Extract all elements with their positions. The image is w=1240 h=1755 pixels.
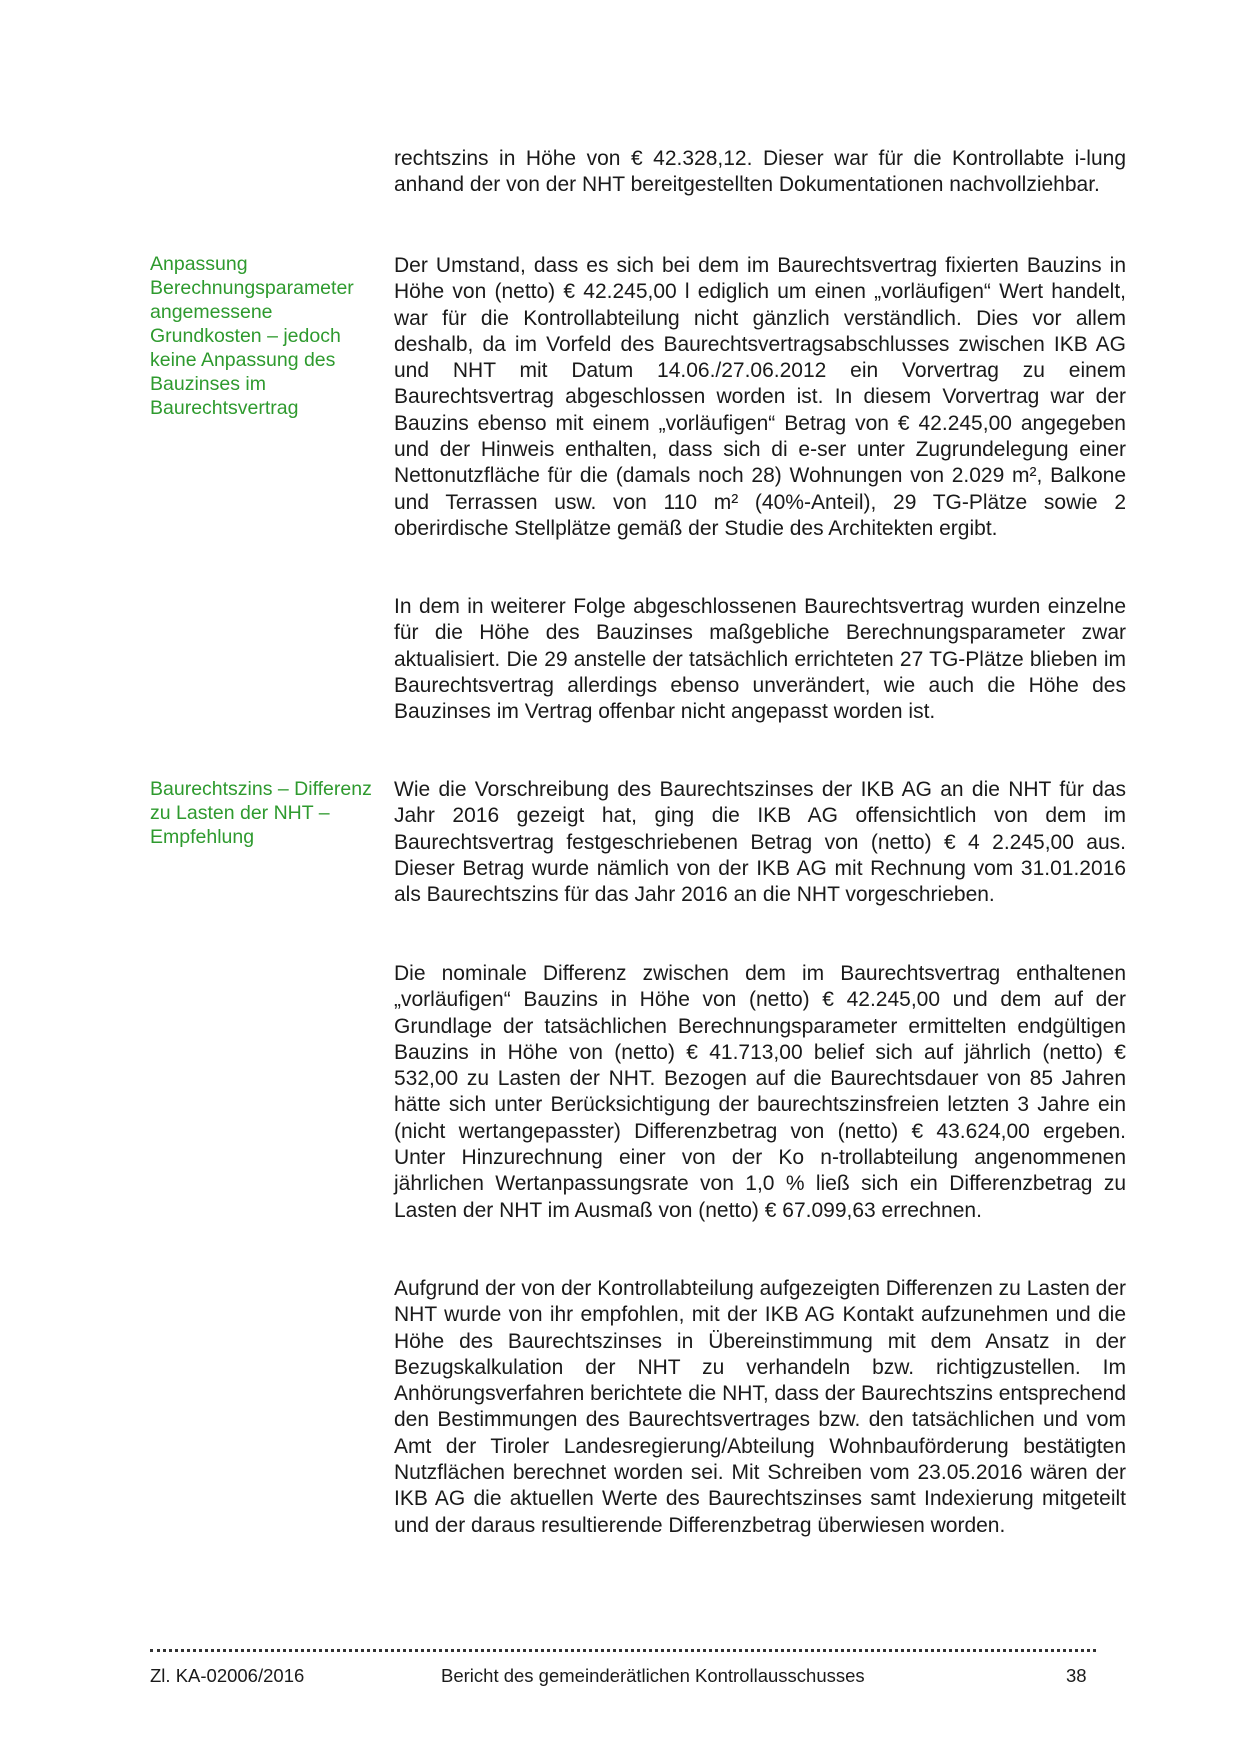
footer-reference: Zl. KA-02006/2016	[150, 1665, 305, 1686]
paragraph-1: rechtszins in Höhe von € 42.328,12. Dieser war für die Kontrollabte i-lung anhand der von der NHT bereitgestellten Dokumentationen nachvollziehbar.	[394, 147, 1126, 197]
margin-note-anpassung: Anpassung Berechnungsparameter angemessene Grundkosten – jedoch keine Anpassung des Bauzinses im Baurechtsvertrag	[150, 253, 354, 419]
paragraph-5: Die nominale Differenz zwischen dem im Baurechtsvertrag enthaltenen „vorläufigen“ Bauzins in Höhe von (netto) € 42.245,00 und dem auf der Grundlage der tatsächlichen Berechnungsparameter ermittelten endgültigen Bauzins in Höhe von (netto) € 41.713,00 belief sich auf jährlich (netto) € 532,00 zu Lasten der NHT. Bezogen auf die Baurechtsdauer von 85 Jahren hätte sich unter Berücksichtigung der baurechtszinsfreien letzten 3 Jahre ein (nicht wertangepasster) Differenzbetrag von (netto) € 43.624,00 ergeben. Unter Hinzurechnung einer von der Ko n-trollabteilung angenommenen jährlichen Wertanpassungsrate von 1,0 % ließ sich ein Differenzbetrag zu Lasten der NHT im Ausmaß von (netto) € 67.099,63 errechnen.	[394, 962, 1126, 1222]
footer-title: Bericht des gemeinderätlichen Kontrollausschusses	[441, 1665, 865, 1686]
footer-divider	[150, 1649, 1096, 1652]
paragraph-6: Aufgrund der von der Kontrollabteilung aufgezeigten Differenzen zu Lasten der NHT wurde von ihr empfohlen, mit der IKB AG Kontakt aufzunehmen und die Höhe des Baurechtszinses in Übereinstimmung mit dem Ansatz in der Bezugskalkulation der NHT zu verhandeln bzw. richtigzustellen. Im Anhörungsverfahren berichtete die NHT, dass der Baurechtszins entsprechend den Bestimmungen des Baurechtsvertrages bzw. den tatsächlichen und vom Amt der Tiroler Landesregierung/Abteilung Wohnbauförderung bestätigten Nutzflächen berechnet worden sei. Mit Schreiben vom 23.05.2016 wären der IKB AG die aktuellen Werte des Baurechtszinses samt Indexierung mitgeteilt und der daraus resultierende Differenzbetrag überwiesen worden.	[394, 1277, 1126, 1537]
paragraph-3: In dem in weiterer Folge abgeschlossenen Baurechtsvertrag wurden einzelne für die Höhe des Bauzinses maßgebliche Berechnungsparameter zwar aktualisiert. Die 29 anstelle der tatsächlich errichteten 27 TG-Plätze blieben im Baurechtsvertrag allerdings ebenso unverändert, wie auch die Höhe des Bauzinses im Vertrag offenbar nicht angepasst worden ist.	[394, 595, 1126, 724]
paragraph-2: Der Umstand, dass es sich bei dem im Baurechtsvertrag fixierten Bauzins in Höhe von (netto) € 42.245,00 l ediglich um einen „vorläufigen“ Wert handelt, war für die Kontrollabteilung nicht gänzlich verständlich. Dies vor allem deshalb, da im Vorfeld des Baurechtsvertragsabschlusses zwischen IKB AG und NHT mit Datum 14.06./27.06.2012 ein Vorvertrag zu einem Baurechtsvertrag abgeschlossen worden ist. In diesem Vorvertrag war der Bauzins ebenso mit einem „vorläufigen“ Betrag von € 42.245,00 angegeben und der Hinweis enthalten, dass sich di e-ser unter Zugrundelegung einer Nettonutzfläche für die (damals noch 28) Wohnungen von 2.029 m², Balkone und Terrassen usw. von 110 m² (40%-Anteil), 29 TG-Plätze sowie 2 oberirdische Stellplätze gemäß der Studie des Architekten ergibt.	[394, 254, 1126, 540]
margin-note-baurechtszins: Baurechtszins – Differenz zu Lasten der NHT – Empfehlung	[150, 778, 372, 848]
page-number: 38	[1066, 1665, 1087, 1686]
paragraph-4: Wie die Vorschreibung des Baurechtszinses der IKB AG an die NHT für das Jahr 2016 gezeigt hat, ging die IKB AG offensichtlich von dem im Baurechtsvertrag festgeschriebenen Betrag von (netto) € 4 2.245,00 aus. Dieser Betrag wurde nämlich von der IKB AG mit Rechnung vom 31.01.2016 als Baurechtszins für das Jahr 2016 an die NHT vorgeschrieben.	[394, 778, 1126, 907]
